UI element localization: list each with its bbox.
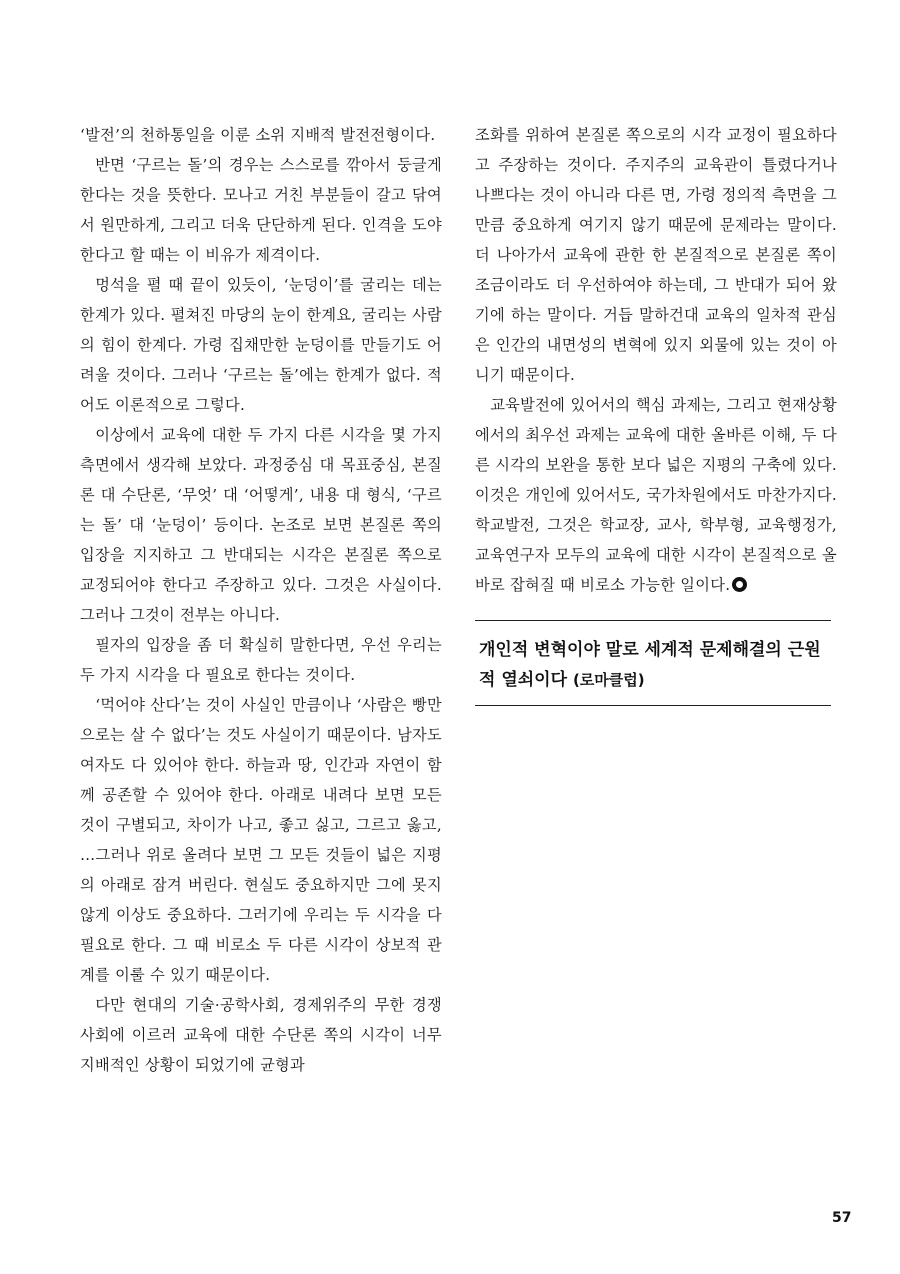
paragraph: 반면 ‘구르는 돌’의 경우는 스스로를 깎아서 둥글게 한다는 것을 뜻한다. 모나고 거친 부분들이 갈고 닦여서 원만하게, 그리고 더욱 단단하게 된다. 인격을 도야한다고 할 때는 이 비유가 제격이다.: [80, 156, 442, 264]
right-text-column: [475, 120, 837, 600]
paragraph: 필자의 입장을 좀 더 확실히 말한다면, 우선 우리는 두 가지 시각을 다 필요로 한다는 것이다.: [80, 636, 442, 684]
paragraph: 이상에서 교육에 대한 두 가지 다른 시각을 몇 가지 측면에서 생각해 보았다. 과정중심 대 목표중심, 본질론 대 수단론, ‘무엇’ 대 ‘어떻게’, 내용 대 형식, ‘구르는 돌’ 대 ‘눈덩이’ 등이다. 논조로 보면 본질론 쪽의 입장을 지지하고 그 반대되는 시각은 본질론 쪽으로 교정되어야 한다고 주장하고 있다. 그것은 사실이다. 그러나 그것이 전부는 아니다.: [80, 426, 442, 624]
paragraph: 조화를 위하여 본질론 쪽으로의 시각 교정이 필요하다고 주장하는 것이다. 주지주의 교육관이 틀렸다거나 나쁘다는 것이 아니라 다른 면, 가령 정의적 측면을 그만큼 중요하게 여기지 않기 때문에 문제라는 말이다. 더 나아가서 교육에 관한 한 본질적으로 본질론 쪽이 조금이라도 더 우선하여야 하는데, 그 반대가 되어 왔기에 하는 말이다. 거듭 말하건대 교육의 일차적 관심은 인간의 내면성의 변혁에 있지 외물에 있는 것이 아니기 때문이다.: [475, 126, 837, 384]
paragraph: [475, 390, 837, 600]
next-article-author: (로마클럽): [572, 671, 645, 689]
next-article-heading: [475, 620, 831, 706]
paragraph: ‘발전’의 천하통일을 이룬 소위 지배적 발전전형이다.: [80, 126, 436, 144]
paragraph-text: 교육발전에 있어서의 핵심 과제는, 그리고 현재상황에서의 최우선 과제는 교육에 대한 올바른 이해, 두 다른 시각의 보완을 통한 보다 넓은 지평의 구축에 있다. 이것은 개인에 있어서도, 국가차원에서도 마찬가지다. 학교발전, 그것은 학교장, 교사, 학부형, 교육행정가, 교육연구자 모두의 교육에 대한 시각이 본질적으로 올바로 잡혀질 때 비로소 가능한 일이다.: [475, 396, 837, 594]
end-of-article-icon: [732, 577, 747, 592]
paragraph: 다만 현대의 기술·공학사회, 경제위주의 무한 경쟁사회에 이르러 교육에 대한 수단론 쪽의 시각이 너무 지배적인 상황이 되었기에 균형과: [80, 996, 442, 1074]
page-number: 57: [832, 1210, 852, 1226]
paragraph: ‘먹어야 산다’는 것이 사실인 만큼이나 ‘사람은 빵만으로는 살 수 없다’는 것도 사실이기 때문이다. 남자도 여자도 다 있어야 한다. 하늘과 땅, 인간과 자연이 함께 공존할 수 있어야 한다. 아래로 내려다 보면 모든 것이 구별되고, 차이가 나고, 좋고 싫고, 그르고 옳고, …그러나 위로 올려다 보면 그 모든 것들이 넓은 지평의 아래로 잠겨 버린다. 현실도 중요하지만 그에 못지 않게 이상도 중요하다. 그러기에 우리는 두 시각을 다 필요로 한다. 그 때 비로소 두 다른 시각이 상보적 관계를 이룰 수 있기 때문이다.: [80, 696, 442, 984]
paragraph: 멍석을 펼 때 끝이 있듯이, ‘눈덩이’를 굴리는 데는 한계가 있다. 펼쳐진 마당의 눈이 한계요, 굴리는 사람의 힘이 한계다. 가령 집채만한 눈덩이를 만들기도 어려울 것이다. 그러나 ‘구르는 돌’에는 한계가 없다. 적어도 이론적으로 그렇다.: [80, 276, 442, 414]
next-article-title: 개인적 변혁이야 말로 세계적 문제해결의 근원적 열쇠이다: [479, 640, 821, 690]
left-text-column: [80, 120, 442, 1080]
